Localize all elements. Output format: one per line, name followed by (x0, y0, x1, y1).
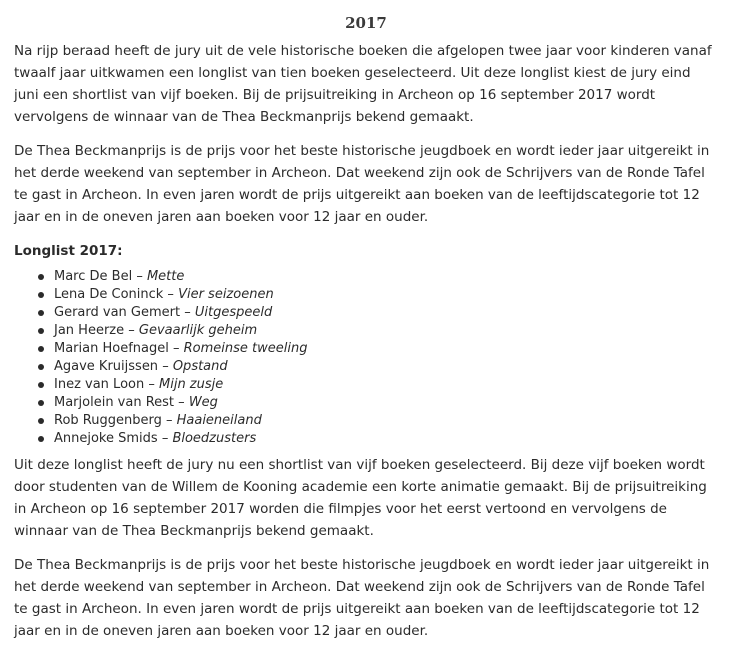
book-author: Agave Kruijssen (54, 359, 159, 374)
book-title: Mijn zusje (159, 377, 224, 392)
book-author: Inez van Loon (54, 377, 145, 392)
book-title: Weg (188, 395, 218, 410)
book-author: Lena De Coninck (54, 287, 164, 302)
separator: – (132, 269, 147, 284)
book-title: Haaieneiland (176, 413, 262, 428)
book-title: Uitgespeeld (194, 305, 273, 320)
separator: – (161, 413, 177, 428)
list-item (36, 358, 718, 376)
book-author: Jan Heerze (54, 323, 125, 338)
list-item (36, 268, 718, 286)
book-author: Gerard van Gemert (54, 305, 181, 320)
book-title: Vier seizoenen (178, 287, 274, 302)
separator: – (174, 395, 189, 410)
list-item (36, 286, 718, 304)
book-title: Opstand (172, 359, 228, 374)
book-author: Marjolein van Rest (54, 395, 175, 410)
book-author: Annejoke Smids (54, 431, 158, 446)
book-author: Rob Ruggenberg (54, 413, 162, 428)
list-item (36, 394, 718, 412)
separator: – (168, 341, 184, 356)
about-paragraph: De Thea Beckmanprijs is de prijs voor het beste historische jeugdboek en wordt ieder jaar uitgereikt in het derde weekend van september in Archeon. Dat weekend zijn ook de Schrijvers van de Ronde Tafel te gast in Archeon. In even jaren wordt de prijs uitgereikt aan boeken van de leeftijdscategorie tot 12 jaar en in de oneven jaren aan boeken voor 12 jaar en ouder. (14, 143, 710, 225)
book-author: Marc De Bel (54, 269, 133, 284)
intro-paragraph: Na rijp beraad heeft de jury uit de vele historische boeken die afgelopen twee jaar voor kinderen vanaf twaalf jaar uitkwamen een longlist van tien boeken geselecteerd. Uit deze longlist kiest de jury eind juni een shortlist van vijf boeken. Bij de prijsuitreiking in Archeon op 16 september 2017 wordt vervolgens de winnaar van de Thea Beckmanprijs bekend gemaakt. (14, 43, 712, 125)
list-item (36, 430, 718, 448)
separator: – (180, 305, 195, 320)
book-title: Gevaarlijk geheim (138, 323, 258, 338)
list-item (36, 412, 718, 430)
about-paragraph-repeat: De Thea Beckmanprijs is de prijs voor het beste historische jeugdboek en wordt ieder jaar uitgereikt in het derde weekend van september in Archeon. Dat weekend zijn ook de Schrijvers van de Ronde Tafel te gast in Archeon. In even jaren wordt de prijs uitgereikt aan boeken van de leeftijdscategorie tot 12 jaar en in de oneven jaren aan boeken voor 12 jaar en ouder. (14, 557, 710, 639)
separator: – (158, 359, 173, 374)
book-title: Romeinse tweeling (183, 341, 308, 356)
longlist (14, 268, 718, 448)
shortlist-paragraph: Uit deze longlist heeft de jury nu een shortlist van vijf boeken geselecteerd. Bij deze vijf boeken wordt door studenten van de Willem de Kooning academie een korte animatie gemaakt. Bij de prijsuitreiking in Archeon op 16 september 2017 worden die filmpjes voor het eerst vertoond en vervolgens de winnaar van de Thea Beckmanprijs bekend gemaakt. (14, 457, 707, 539)
longlist-heading: Longlist 2017: (14, 243, 123, 259)
book-title: Bloedzusters (172, 431, 257, 446)
separator: – (163, 287, 179, 302)
separator: – (124, 323, 139, 338)
book-author: Marian Hoefnagel (54, 341, 169, 356)
separator: – (144, 377, 159, 392)
page-title: 2017 (345, 14, 387, 32)
list-item (36, 376, 718, 394)
list-item (36, 322, 718, 340)
book-title: Mette (146, 269, 185, 284)
list-item (36, 304, 718, 322)
list-item (36, 340, 718, 358)
separator: – (157, 431, 173, 446)
